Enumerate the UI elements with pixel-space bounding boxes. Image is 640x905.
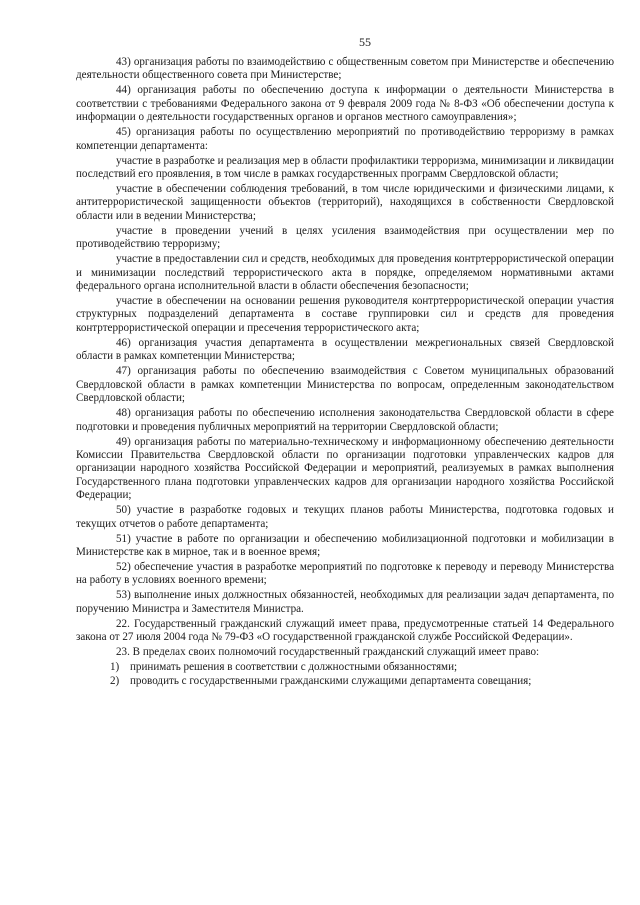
paragraph-53: 53) выполнение иных должностных обязанностей, необходимых для реализации задач департамента, по поручению Министра и Заместителя Министра. bbox=[76, 589, 614, 615]
paragraph-51: 51) участие в работе по организации и обеспечению мобилизационной подготовки и мобилизации в Министерстве как в мирное, так и в военное время; bbox=[76, 532, 614, 558]
paragraph-45-item-protection: участие в обеспечении соблюдения требований, в том числе юридическими и физическими лицами, к антитеррористической защищенности объектов (территорий), находящихся в собственности Свердловской области или в ведении Министерства; bbox=[76, 183, 614, 222]
paragraph-49: 49) организация работы по материально-техническому и информационному обеспечению деятельности Комиссии Правительства Свердловской области по организации подготовки управленческих кадров для организации народного хозяйства Российской Федерации и мероприятий, реализуемых в рамках выполнения Государственного плана подготовки управленческих кадров для организации народного хозяйства Российской Федерации; bbox=[76, 435, 614, 502]
paragraph-45: 45) организация работы по осуществлению мероприятий по противодействию терроризму в рамках компетенции департамента: bbox=[76, 126, 614, 152]
list-item bbox=[76, 661, 614, 674]
paragraph-45-item-forces: участие в предоставлении сил и средств, необходимых для проведения контртеррористической операции и минимизации последствий террористического акта в порядке, определяемом нормативными актами федерального органа исполнительной власти в области обеспечения безопасности; bbox=[76, 253, 614, 293]
section-23: 23. В пределах своих полномочий государственный гражданский служащий имеет право: bbox=[116, 646, 540, 659]
paragraph-52: 52) обеспечение участия в разработке мероприятий по подготовке к переводу и переводу Министерства на работу в условиях военного времени; bbox=[76, 560, 614, 587]
paragraph-45-item-prevention: участие в разработке и реализация мер в области профилактики терроризма, минимизации и ликвидации последствий его проявления, в том числе в рамках государственных программ Свердловской области; bbox=[76, 154, 614, 181]
section-22: 22. Государственный гражданский служащий имеет права, предусмотренные статьей 14 Федерального закона от 27 июля 2004 года № 79-ФЗ «О государственной гражданской службе Российской Федерации». bbox=[76, 617, 614, 644]
list-item-number: 2) bbox=[110, 674, 120, 687]
paragraph-50: 50) участие в разработке годовых и текущих планов работы Министерства, подготовка годовых и текущих отчетов о работе департамента; bbox=[76, 504, 614, 530]
list-item bbox=[76, 675, 614, 688]
list-item-text: принимать решения в соответствии с должностными обязанностями; bbox=[130, 661, 458, 674]
paragraph-47: 47) организация работы по обеспечению взаимодействия с Советом муниципальных образований Свердловской области в рамках компетенции Министерства по вопросам, определенным законодательством Свердловской области; bbox=[76, 365, 614, 405]
paragraph-45-item-grouping: участие в обеспечении на основании решения руководителя контртеррористической операции участия структурных подразделений департамента в составе группировки сил и средств для проведения контртеррористической операции и пресечения террористического акта; bbox=[76, 295, 614, 334]
paragraph-48: 48) организация работы по обеспечению исполнения законодательства Свердловской области в сфере подготовки и проведения публичных мероприятий на территории Свердловской области; bbox=[76, 407, 614, 433]
paragraph-46: 46) организация участия департамента в осуществлении межрегиональных связей Свердловской области в рамках компетенции Министерства; bbox=[76, 336, 614, 363]
list-item-text: проводить с государственными гражданскими служащими департамента совещания; bbox=[130, 674, 532, 687]
list-item-number: 1) bbox=[110, 661, 120, 674]
page-number: 55 bbox=[359, 35, 371, 49]
paragraph-45-item-exercises: участие в проведении учений в целях усиления взаимодействия при осуществлении мер по противодействию терроризму; bbox=[76, 224, 614, 251]
paragraph-44: 44) организация работы по обеспечению доступа к информации о деятельности Министерства в соответствии с требованиями Федерального закона от 9 февраля 2009 года № 8-ФЗ «Об обеспечении доступа к информации о деятельности государственных органов и органов местного самоуправления»; bbox=[76, 84, 614, 124]
paragraph-43: 43) организация работы по взаимодействию с общественным советом при Министерстве и обеспечению деятельности общественного совета при Министерстве; bbox=[76, 56, 614, 82]
